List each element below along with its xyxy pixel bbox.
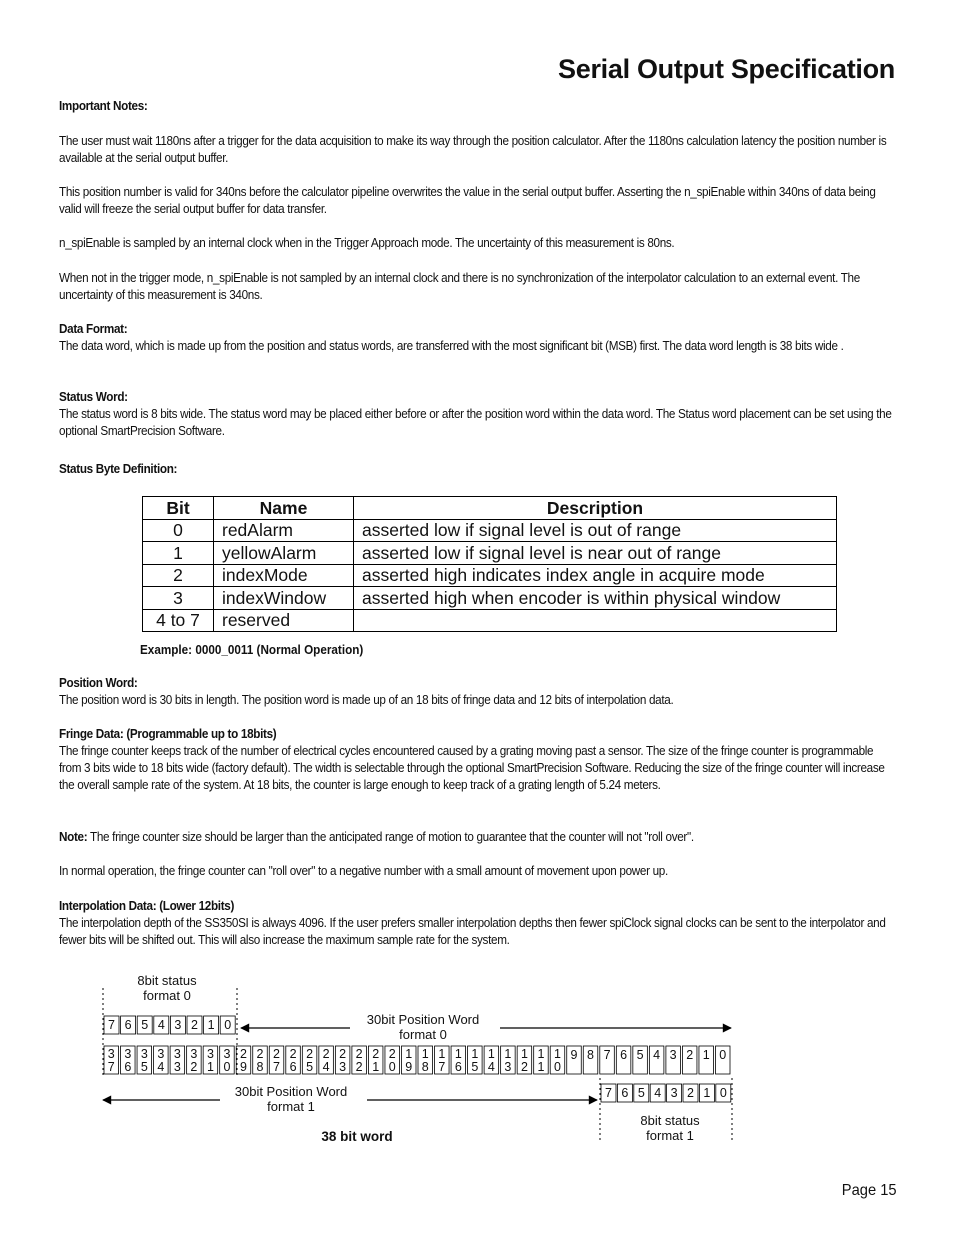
bit-number: 2 <box>687 1086 694 1100</box>
fringe-data-text: The fringe counter keeps track of the number of electrical cycles encountered caused by a grating moving past a sensor. The size of the fringe counter is programmable from 3 bits wide to 18 bits wide (factory default). The width is selectable through the optional SmartPrecision Software. Reducing the size of the fringe counter will increase the overall sample rate of the system. At 18 bits, the counter is large enough to keep track of a grating length of 5.24 meters. <box>59 744 885 792</box>
bit-number: 6 <box>621 1086 629 1100</box>
bit-number: 7 <box>273 1060 281 1074</box>
status-byte-heading: Status Byte Definition: <box>59 462 178 476</box>
cell-bit: 0 <box>143 519 214 542</box>
bit-layout-diagram <box>95 970 745 1155</box>
bit-number: 2 <box>239 1047 247 1061</box>
cell-bit: 4 to 7 <box>143 609 214 632</box>
bit-number: 1 <box>206 1060 214 1074</box>
cell-description: asserted high when encoder is within physical window <box>354 587 837 610</box>
bit-number: 2 <box>190 1060 198 1074</box>
bit-number: 3 <box>669 1048 677 1062</box>
bit-number: 3 <box>173 1060 181 1074</box>
bit-number: 1 <box>207 1018 215 1032</box>
bit-number: 7 <box>603 1048 611 1062</box>
bit-number: 0 <box>388 1060 396 1074</box>
bit-number: 4 <box>157 1018 165 1032</box>
bit-number: 1 <box>454 1047 462 1061</box>
table-row <box>143 542 837 565</box>
status-byte-table <box>142 496 837 632</box>
bit-number: 2 <box>322 1047 330 1061</box>
column-header-name: Name <box>214 497 354 520</box>
bit-number: 5 <box>471 1060 479 1074</box>
bit-number: 3 <box>206 1047 214 1061</box>
note-label: Note: <box>59 830 88 844</box>
bit-number: 5 <box>636 1048 644 1062</box>
note-text: The fringe counter size should be larger than the anticipated range of motion to guarantee that the counter will not "roll over". <box>87 830 694 844</box>
table-row <box>143 519 837 542</box>
cell-name: indexMode <box>214 564 354 587</box>
bit-number: 0 <box>224 1018 232 1032</box>
page-number: Page 15 <box>842 1182 897 1199</box>
bit-number: 7 <box>438 1060 446 1074</box>
pos-format1-label-line2: format 1 <box>267 1099 315 1114</box>
bit-number: 4 <box>653 1048 661 1062</box>
bit-number: 8 <box>587 1048 595 1062</box>
fringe-data-heading: Fringe Data: (Programmable up to 18bits) <box>59 727 277 741</box>
bit-number: 2 <box>520 1060 528 1074</box>
bit-number: 8 <box>421 1060 429 1074</box>
bit-number: 6 <box>454 1060 462 1074</box>
status-word-section <box>59 389 897 440</box>
bit-number: 7 <box>108 1018 115 1032</box>
cell-name: redAlarm <box>214 519 354 542</box>
status-format0-bits <box>104 1016 235 1034</box>
cell-name: indexWindow <box>214 587 354 610</box>
bit-number: 1 <box>487 1047 495 1061</box>
bit-number: 4 <box>322 1060 330 1074</box>
interpolation-section <box>59 898 897 949</box>
bit-number: 2 <box>355 1060 363 1074</box>
interpolation-text: The interpolation depth of the SS350SI is always 4096. If the user prefers smaller interpolation depths then fewer spiClock signal clocks can be sent to the interpolator and fewer bits will be shifted out. This will also increase the maximum sample rate for the system. <box>59 916 886 947</box>
bit-number: 1 <box>504 1047 512 1061</box>
position-word-text: The position word is 30 bits in length. The position word is made up of an 18 bits of fringe data and 12 bits of interpolation data. <box>59 693 674 707</box>
bit-number: 3 <box>174 1018 182 1032</box>
bit-number: 0 <box>719 1048 727 1062</box>
bit-number: 3 <box>190 1047 198 1061</box>
status-format0-label-line1: 8bit status <box>137 973 197 988</box>
fringe-data-section <box>59 726 897 794</box>
important-notes-heading: Important Notes: <box>59 99 148 113</box>
bit-number: 1 <box>471 1047 479 1061</box>
bit-number: 2 <box>372 1047 380 1061</box>
table-row <box>143 609 837 632</box>
word-length-label: 38 bit word <box>321 1129 393 1144</box>
bit-number: 1 <box>438 1047 446 1061</box>
status-format1-bits <box>601 1084 731 1102</box>
bit-number: 4 <box>487 1060 495 1074</box>
bits-38-row <box>104 1046 730 1074</box>
bit-number: 1 <box>520 1047 528 1061</box>
bit-number: 3 <box>157 1047 165 1061</box>
bit-number: 9 <box>570 1048 578 1062</box>
bit-number: 5 <box>306 1060 314 1074</box>
pos-format0-label-line1: 30bit Position Word <box>366 1012 480 1027</box>
bit-number: 9 <box>239 1060 247 1074</box>
table-header-row <box>143 497 837 520</box>
status-format0-label-line2: format 0 <box>143 988 191 1003</box>
important-notes-p4: When not in the trigger mode, n_spiEnable is not sampled by an internal clock and there is no synchronization of the interpolator calculation to an external event. The uncertainty of this measurement is 340ns. <box>59 271 860 302</box>
bit-number: 2 <box>388 1047 396 1061</box>
cell-description: asserted high indicates index angle in acquire mode <box>354 564 837 587</box>
bit-number: 2 <box>686 1048 694 1062</box>
bit-number: 3 <box>107 1047 115 1061</box>
fringe-normal-operation: In normal operation, the fringe counter can "roll over" to a negative number with a small amount of movement upon power up. <box>59 864 668 878</box>
fringe-note <box>59 829 897 846</box>
status-example: Example: 0000_0011 (Normal Operation) <box>140 643 364 657</box>
cell-name: yellowAlarm <box>214 542 354 565</box>
data-format-section <box>59 321 897 355</box>
bit-number: 2 <box>289 1047 297 1061</box>
bit-number: 2 <box>191 1018 198 1032</box>
bit-number: 5 <box>140 1060 148 1074</box>
important-notes-p1: The user must wait 1180ns after a trigger for the data acquisition to make its way through the position calculator. After the 1180ns calculation latency the position number is available at the serial output buffer. <box>59 134 887 165</box>
bit-number: 4 <box>654 1086 662 1100</box>
important-notes-p3: n_spiEnable is sampled by an internal clock when in the Trigger Approach mode. The uncertainty of this measurement is 80ns. <box>59 236 675 250</box>
bit-number: 3 <box>339 1060 347 1074</box>
bit-number: 2 <box>339 1047 347 1061</box>
bit-number: 2 <box>256 1047 264 1061</box>
bit-number: 8 <box>256 1060 264 1074</box>
bit-number: 0 <box>553 1060 561 1074</box>
cell-description: asserted low if signal level is out of range <box>354 519 837 542</box>
data-format-heading: Data Format: <box>59 322 128 336</box>
table-row <box>143 564 837 587</box>
page-title: Serial Output Specification <box>558 54 895 84</box>
bit-number: 3 <box>504 1060 512 1074</box>
interpolation-heading: Interpolation Data: (Lower 12bits) <box>59 899 235 913</box>
bit-number: 6 <box>124 1018 132 1032</box>
bit-number: 5 <box>637 1086 645 1100</box>
cell-bit: 2 <box>143 564 214 587</box>
status-format1-label-line2: format 1 <box>646 1128 694 1143</box>
column-header-bit: Bit <box>143 497 214 520</box>
bit-number: 5 <box>141 1018 149 1032</box>
bit-number: 1 <box>537 1047 545 1061</box>
important-notes-p2: This position number is valid for 340ns before the calculator pipeline overwrites the value in the serial output buffer. Asserting the n_spiEnable within 340ns of data being valid will freeze the serial output buffer for data transfer. <box>59 185 876 216</box>
data-format-text: The data word, which is made up from the position and status words, are transferred with the most significant bit (MSB) first. The data word length is 38 bits wide . <box>59 339 844 353</box>
bit-number: 1 <box>372 1060 380 1074</box>
pos-format0-label-line2: format 0 <box>399 1027 447 1042</box>
bit-number: 4 <box>157 1060 165 1074</box>
bit-number: 3 <box>124 1047 132 1061</box>
pos-format1-label-line1: 30bit Position Word <box>234 1084 348 1099</box>
bit-number: 1 <box>537 1060 545 1074</box>
table-row <box>143 587 837 610</box>
bit-number: 1 <box>702 1048 710 1062</box>
bit-number: 6 <box>620 1048 628 1062</box>
cell-bit: 3 <box>143 587 214 610</box>
bit-number: 0 <box>719 1086 727 1100</box>
status-word-text: The status word is 8 bits wide. The status word may be placed either before or after the position word within the data word. The Status word placement can be set using the optional SmartPrecision Software. <box>59 407 892 438</box>
bit-number: 7 <box>107 1060 115 1074</box>
bit-number: 6 <box>124 1060 132 1074</box>
bit-number: 6 <box>289 1060 297 1074</box>
bit-number: 1 <box>421 1047 429 1061</box>
cell-description: asserted low if signal level is near out of range <box>354 542 837 565</box>
bit-number: 3 <box>173 1047 181 1061</box>
bit-number: 3 <box>140 1047 148 1061</box>
status-format1-label-line1: 8bit status <box>640 1113 700 1128</box>
cell-description <box>354 609 837 632</box>
bit-number: 2 <box>355 1047 363 1061</box>
cell-bit: 1 <box>143 542 214 565</box>
bit-number: 2 <box>273 1047 281 1061</box>
position-word-heading: Position Word: <box>59 676 138 690</box>
bit-number: 3 <box>223 1047 231 1061</box>
bit-number: 2 <box>306 1047 314 1061</box>
position-word-section <box>59 675 897 709</box>
bit-number: 9 <box>405 1060 413 1074</box>
bit-number: 3 <box>670 1086 678 1100</box>
column-header-description: Description <box>354 497 837 520</box>
bit-number: 7 <box>605 1086 612 1100</box>
status-word-heading: Status Word: <box>59 390 128 404</box>
bit-number: 0 <box>223 1060 231 1074</box>
bit-number: 1 <box>405 1047 413 1061</box>
bit-number: 1 <box>703 1086 711 1100</box>
cell-name: reserved <box>214 609 354 632</box>
bit-number: 1 <box>553 1047 561 1061</box>
